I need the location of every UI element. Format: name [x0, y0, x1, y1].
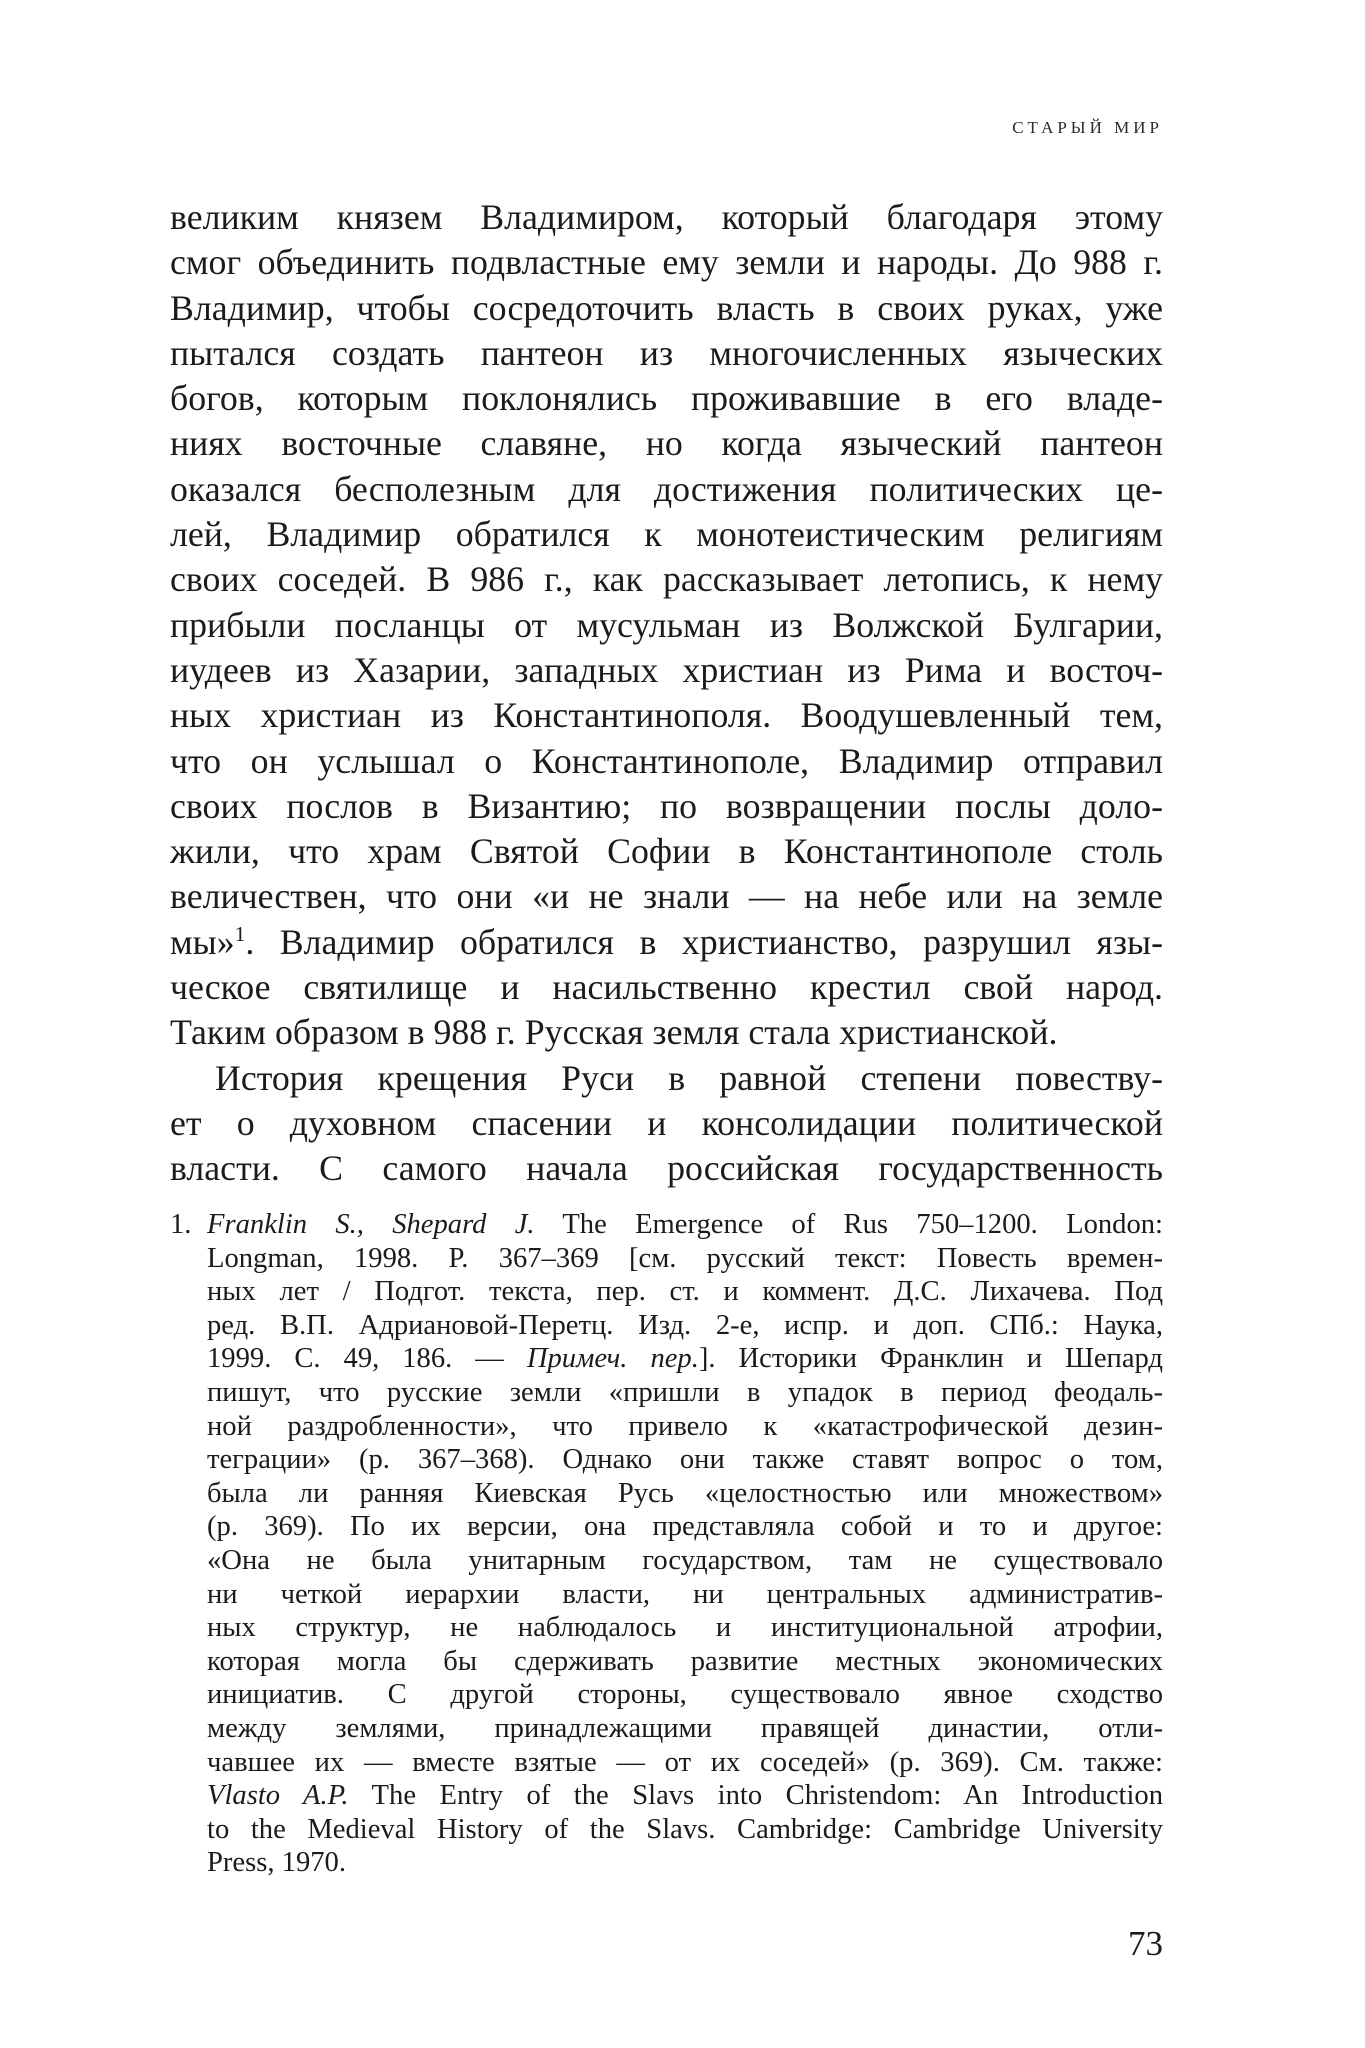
footnote-author: Vlasto A.P. — [207, 1780, 349, 1812]
body-line: своих соседей. В 986 г., как рассказывает летопись, к нему — [170, 559, 1163, 600]
footnote-line: пишут, что русские земли «пришли в упадок в период феодаль- — [207, 1376, 1163, 1408]
footnote-line: to the Medieval History of the Slavs. Cambridge: Cambridge University — [207, 1813, 1163, 1845]
footnote-number: 1. — [170, 1209, 192, 1240]
body-line: прибыли посланцы от мусульман из Волжской Булгарии, — [170, 604, 1163, 645]
body-line: иудеев из Хазарии, западных христиан из Рима и восточ- — [170, 649, 1163, 690]
footnote-line — [170, 1342, 1163, 1376]
body-line: ет о духовном спасении и консолидации политической — [170, 1102, 1163, 1143]
paragraph-1 — [170, 195, 1163, 1056]
body-text: мы» — [170, 921, 235, 962]
footnote-text: 1999. С. 49, 186. — — [207, 1343, 527, 1375]
body-line: лей, Владимир обратился к монотеистическим религиям — [170, 514, 1163, 555]
body-line: ческое святилище и насильственно крестил свой народ. — [170, 967, 1163, 1008]
footnote-line: ной раздробленности», что привело к «катастрофической дезин- — [207, 1410, 1163, 1442]
body-line: Таким образом в 988 г. Русская земля стала христианской. — [170, 1012, 1058, 1053]
footnote-ref[interactable]: 1 — [234, 921, 246, 946]
body-text: . Владимир обратился в христианство, разрушил язы- — [245, 921, 1163, 962]
body-line: пытался создать пантеон из многочисленных языческих — [170, 332, 1163, 373]
body-line: величествен, что они «и не знали — на небе или на земле — [170, 876, 1163, 917]
body-line: оказался бесполезным для достижения политических це- — [170, 468, 1163, 509]
body-line: Владимир, чтобы сосредоточить власть в своих руках, уже — [170, 287, 1163, 328]
page-number: 73 — [1128, 1924, 1163, 1963]
footnote-author: Franklin S., Shepard J. — [207, 1209, 535, 1240]
paragraph-2 — [170, 1056, 1163, 1192]
body-line-with-footnote-ref — [170, 920, 1163, 965]
footnote-line: была ли ранняя Киевская Русь «целостностью или множеством» — [207, 1477, 1163, 1509]
footnote-line: которая могла бы сдерживать развитие местных экономических — [207, 1645, 1163, 1677]
footnote-line — [170, 1208, 1163, 1242]
body-line: ниях восточные славяне, но когда языческий пантеон — [170, 423, 1163, 464]
body-line: богов, которым поклонялись проживавшие в его владе- — [170, 378, 1163, 419]
body-line: власти. С самого начала российская государственность — [170, 1148, 1163, 1189]
footnote-line: ни четкой иерархии власти, ни центральных административ- — [207, 1578, 1163, 1610]
footnote-line: Press, 1970. — [207, 1847, 347, 1879]
footnote-line: (p. 369). По их версии, она представляла собой и то и другое: — [207, 1511, 1163, 1543]
main-text — [170, 195, 1163, 1192]
footnote-block — [170, 1208, 1163, 1880]
footnote-line: ных лет / Подгот. текста, пер. ст. и коммент. Д.С. Лихачева. Под — [207, 1276, 1163, 1308]
footnote-italic: Примеч. пер. — [526, 1343, 699, 1375]
body-line: жили, что храм Святой Софии в Константинополе столь — [170, 831, 1163, 872]
body-line: своих послов в Византию; по возвращении послы доло- — [170, 785, 1163, 826]
footnote-line: инициатив. С другой стороны, существовало явное сходство — [207, 1679, 1163, 1711]
body-line: История крещения Руси в равной степени повеству- — [215, 1057, 1163, 1098]
body-line: великим князем Владимиром, который благодаря этому — [170, 197, 1163, 237]
footnote-line: Longman, 1998. P. 367–369 [см. русский текст: Повесть времен- — [207, 1242, 1163, 1274]
footnote-line: ных структур, не наблюдалось и институциональной атрофии, — [207, 1612, 1163, 1644]
footnote-line — [170, 1779, 1163, 1813]
body-line: смог объединить подвластные ему земли и народы. До 988 г. — [170, 242, 1163, 283]
footnote-line: теграции» (p. 367–368). Однако они также ставят вопрос о том, — [207, 1444, 1163, 1476]
footnote-text: The Entry of the Slavs into Christendom: An Introduction — [348, 1780, 1163, 1812]
footnote-text: ]. Историки Франклин и Шепард — [698, 1343, 1163, 1375]
footnote-line: чавшее их — вместе взятые — от их соседей» (p. 369). См. также: — [207, 1746, 1163, 1778]
body-line: ных христиан из Константинополя. Воодушевленный тем, — [170, 695, 1163, 736]
footnote-text: The Emergence of Rus 750–1200. London: — [534, 1209, 1163, 1240]
footnote-line: «Она не была унитарным государством, там не существовало — [207, 1544, 1163, 1576]
body-line: что он услышал о Константинополе, Владимир отправил — [170, 740, 1163, 781]
footnote-line: ред. В.П. Адриановой-Перетц. Изд. 2-е, испр. и доп. СПб.: Наука, — [207, 1309, 1163, 1341]
footnote-line: между землями, принадлежащими правящей династии, отли- — [207, 1712, 1163, 1744]
running-header: СТАРЫЙ МИР — [1012, 118, 1163, 137]
